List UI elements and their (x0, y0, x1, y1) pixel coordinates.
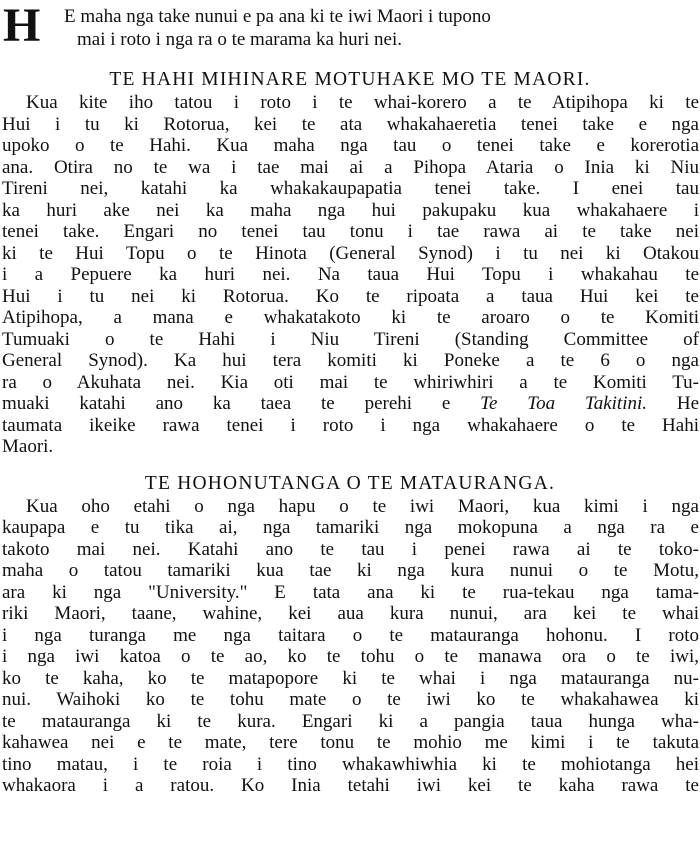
text-line: kaupapa e tu tika ai, nga tamariki nga mokopuna a nga ra e (2, 517, 699, 538)
text-line: riki Maori, taane, wahine, kei aua kura nunui, ara kei te whai (2, 603, 699, 624)
text-line: i nga iwi katoa o te ao, ko te tohu o te manawa ora o te iwi, (2, 646, 699, 667)
section-body-matauranga (0, 496, 700, 797)
text-line: ko te kaha, ko te matapopore ki te whai i nga matauranga nu- (2, 667, 699, 689)
text-line: ana. Otira no te wa i tae mai ai a Pihopa Ataria o Inia ki Niu (2, 156, 699, 178)
drop-cap: H (3, 0, 41, 52)
text-line: i a Pepuere ka huri nei. Na taua Hui Topu i whakahau te (2, 264, 699, 285)
text-line: Hui i tu ki Rotorua, kei te ata whakahaeretia tenei take e nga (2, 113, 699, 135)
text-line: Tireni nei, katahi ka whakakaupapatia tenei take. I enei tau (2, 178, 699, 199)
text-line: whakaora i a ratou. Ko Inia tetahi iwi kei te kaha rawa te (2, 775, 699, 796)
text-line: Maori. (2, 436, 54, 457)
intro-paragraph (0, 0, 700, 52)
text-line: nui. Waihoki ko te tohu mate o te iwi ko te whakahawea ki (2, 689, 699, 710)
text-segment: He (676, 393, 700, 414)
text-line: ka huri ake nei ka maha nga hui pakupaku kua whakahaere i (2, 199, 699, 221)
text-line: i nga turanga me nga taitara o te matauranga hohonu. I roto (2, 624, 699, 646)
text-line: ra o Akuhata nei. Kia oti mai te whiriwhiri a te Komiti Tu- (2, 371, 699, 393)
text-line: Hui i tu nei ki Rotorua. Ko te ripoata a taua Hui kei te (2, 285, 699, 307)
text-line: General Synod). Ka hui tera komiti ki Poneke a te 6 o nga (2, 350, 699, 371)
text-line: kahawea nei e te mate, tere tonu te mohio me kimi i te takuta (2, 732, 699, 753)
text-segment: muaki katahi ano ka taea te perehi e (2, 393, 451, 414)
text-line: taumata ikeike rawa tenei i roto i nga whakahaere o te Hahi (2, 414, 699, 436)
section-heading-hahi: TE HAHI MIHINARE MOTUHAKE MO TE MAORI. (109, 69, 591, 90)
text-line: Atipihopa, a mana e whakatakoto ki te aroaro o te Komiti (2, 307, 699, 328)
text-line: ara ki nga "University." E tata ana ki te rua-tekau nga tama- (2, 581, 699, 603)
text-line: maha o tatou tamariki kua tae ki nga kura nunui o te Motu, (2, 560, 699, 581)
text-line: te matauranga ki te kura. Engari ki a pangia taua hunga wha- (2, 710, 699, 732)
section-heading-matauranga: TE HOHONUTANGA O TE MATAURANGA. (144, 472, 556, 494)
text-line: upoko o te Hahi. Kua maha nga tau o tenei take e korerotia (2, 135, 699, 156)
text-line: tino matau, i te roia i tino whakawhiwhia ki te mohiotanga hei (2, 753, 699, 775)
section-body-hahi (0, 92, 700, 458)
intro-line-1: E maha nga take nunui e pa ana ki te iwi Maori i tupono (64, 6, 491, 27)
text-line: takoto mai nei. Katahi ano te tau i penei rawa ai te toko- (2, 538, 699, 560)
newspaper-title: Te Toa Takitini. (480, 393, 648, 414)
text-line: Tumuaki o te Hahi i Niu Tireni (Standing Committee of (2, 328, 699, 350)
text-line: tenei take. Engari no tenei tau tonu i tae rawa ai te take nei (2, 221, 699, 242)
text-line: Kua oho etahi o nga hapu o te iwi Maori, kua kimi i nga (26, 495, 699, 517)
text-line: ki te Hui Topu o te Hinota (General Synod) i tu nei ki Otakou (2, 242, 699, 264)
text-line-with-title (2, 393, 699, 415)
intro-line-2: mai i roto i nga ra o te marama ka huri nei. (77, 29, 402, 50)
text-line: Kua kite iho tatou i roto i te whai-korero a te Atipihopa ki te (26, 92, 699, 113)
